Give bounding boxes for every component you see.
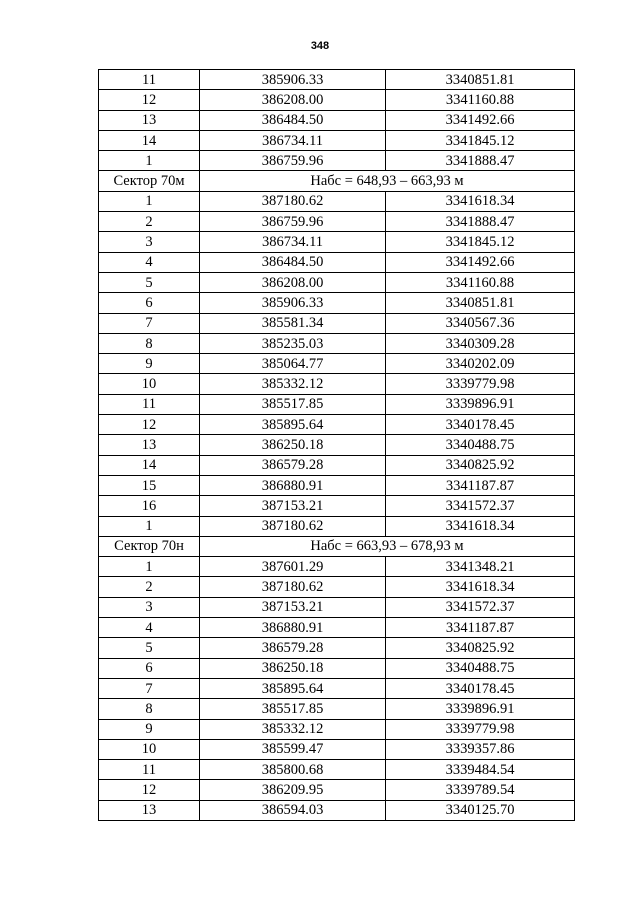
coordinate-x: 385800.68 (200, 760, 386, 780)
table-row (99, 130, 575, 150)
coordinate-x: 387180.62 (200, 577, 386, 597)
table-row (99, 739, 575, 759)
table-row (99, 475, 575, 495)
point-number: 9 (99, 354, 200, 374)
coordinate-y: 3341187.87 (386, 618, 575, 638)
table-row (99, 760, 575, 780)
coordinate-y: 3340178.45 (386, 678, 575, 698)
coordinate-x: 385517.85 (200, 699, 386, 719)
point-number: 12 (99, 415, 200, 435)
table-row (99, 252, 575, 272)
coordinate-x: 387180.62 (200, 516, 386, 536)
point-number: 7 (99, 678, 200, 698)
point-number: 9 (99, 719, 200, 739)
point-number: 3 (99, 597, 200, 617)
table-row (99, 191, 575, 211)
table-row (99, 212, 575, 232)
table-row (99, 394, 575, 414)
coordinate-y: 3341572.37 (386, 597, 575, 617)
point-number: 7 (99, 313, 200, 333)
point-number: 4 (99, 618, 200, 638)
coordinate-y: 3340567.36 (386, 313, 575, 333)
table-row (99, 577, 575, 597)
point-number: 8 (99, 333, 200, 353)
table-row (99, 354, 575, 374)
point-number: 1 (99, 191, 200, 211)
table-row (99, 435, 575, 455)
coordinate-y: 3341572.37 (386, 496, 575, 516)
coordinate-y: 3341160.88 (386, 90, 575, 110)
coordinate-y: 3339896.91 (386, 699, 575, 719)
coordinate-y: 3339779.98 (386, 374, 575, 394)
point-number: 1 (99, 516, 200, 536)
point-number: 13 (99, 435, 200, 455)
point-number: 8 (99, 699, 200, 719)
coordinate-y: 3341492.66 (386, 252, 575, 272)
coordinate-y: 3340309.28 (386, 333, 575, 353)
table-row (99, 415, 575, 435)
point-number: 2 (99, 577, 200, 597)
sector-height-range: Набс = 648,93 – 663,93 м (200, 171, 575, 191)
coordinate-y: 3339779.98 (386, 719, 575, 739)
coordinate-x: 386250.18 (200, 435, 386, 455)
point-number: 13 (99, 110, 200, 130)
point-number: 13 (99, 800, 200, 820)
point-number: 6 (99, 658, 200, 678)
point-number: 12 (99, 780, 200, 800)
coordinate-x: 386759.96 (200, 212, 386, 232)
coordinate-x: 386250.18 (200, 658, 386, 678)
coordinate-y: 3341618.34 (386, 191, 575, 211)
coordinates-table (98, 69, 575, 821)
coordinate-x: 385517.85 (200, 394, 386, 414)
coordinate-y: 3340178.45 (386, 415, 575, 435)
coordinate-x: 386209.95 (200, 780, 386, 800)
coordinate-x: 386484.50 (200, 252, 386, 272)
table-row (99, 455, 575, 475)
point-number: 4 (99, 252, 200, 272)
coordinate-x: 387180.62 (200, 191, 386, 211)
coordinate-y: 3339789.54 (386, 780, 575, 800)
point-number: 14 (99, 455, 200, 475)
point-number: 10 (99, 739, 200, 759)
point-number: 15 (99, 475, 200, 495)
point-number: 1 (99, 557, 200, 577)
coordinate-x: 385581.34 (200, 313, 386, 333)
point-number: 11 (99, 760, 200, 780)
table-row (99, 496, 575, 516)
coordinate-y: 3341618.34 (386, 516, 575, 536)
table-row (99, 333, 575, 353)
table-row (99, 110, 575, 130)
coordinate-y: 3340851.81 (386, 70, 575, 90)
coordinates-table-body (99, 70, 575, 821)
coordinate-x: 386208.00 (200, 272, 386, 292)
point-number: 2 (99, 212, 200, 232)
point-number: 3 (99, 232, 200, 252)
coordinate-y: 3341348.21 (386, 557, 575, 577)
coordinate-y: 3341618.34 (386, 577, 575, 597)
coordinate-y: 3341845.12 (386, 232, 575, 252)
coordinate-y: 3339484.54 (386, 760, 575, 780)
coordinate-x: 385235.03 (200, 333, 386, 353)
table-row (99, 293, 575, 313)
sector-label: Сектор 70м (99, 171, 200, 191)
coordinate-y: 3341888.47 (386, 151, 575, 171)
table-row (99, 374, 575, 394)
point-number: 14 (99, 130, 200, 150)
coordinate-x: 387153.21 (200, 496, 386, 516)
coordinate-y: 3340825.92 (386, 638, 575, 658)
coordinate-y: 3340488.75 (386, 435, 575, 455)
coordinate-y: 3340825.92 (386, 455, 575, 475)
point-number: 5 (99, 638, 200, 658)
page-number: 348 (310, 40, 330, 52)
point-number: 10 (99, 374, 200, 394)
coordinate-x: 386880.91 (200, 618, 386, 638)
sector-header-row (99, 536, 575, 556)
coordinate-y: 3341160.88 (386, 272, 575, 292)
coordinate-x: 385064.77 (200, 354, 386, 374)
coordinate-y: 3341187.87 (386, 475, 575, 495)
coordinate-x: 387153.21 (200, 597, 386, 617)
point-number: 16 (99, 496, 200, 516)
sector-label: Сектор 70н (99, 536, 200, 556)
coordinate-y: 3340851.81 (386, 293, 575, 313)
coordinate-x: 386734.11 (200, 130, 386, 150)
coordinate-x: 386484.50 (200, 110, 386, 130)
coordinate-x: 385599.47 (200, 739, 386, 759)
table-row (99, 70, 575, 90)
table-row (99, 618, 575, 638)
coordinate-y: 3341845.12 (386, 130, 575, 150)
sector-header-row (99, 171, 575, 191)
table-row (99, 658, 575, 678)
coordinate-x: 385906.33 (200, 293, 386, 313)
coordinate-y: 3340125.70 (386, 800, 575, 820)
table-row (99, 780, 575, 800)
coordinate-x: 387601.29 (200, 557, 386, 577)
point-number: 1 (99, 151, 200, 171)
coordinate-x: 386594.03 (200, 800, 386, 820)
point-number: 12 (99, 90, 200, 110)
coordinate-y: 3341888.47 (386, 212, 575, 232)
point-number: 11 (99, 394, 200, 414)
sector-height-range: Набс = 663,93 – 678,93 м (200, 536, 575, 556)
table-row (99, 272, 575, 292)
table-row (99, 699, 575, 719)
coordinate-x: 386880.91 (200, 475, 386, 495)
table-row (99, 800, 575, 820)
table-row (99, 638, 575, 658)
table-row (99, 516, 575, 536)
coordinate-x: 385895.64 (200, 678, 386, 698)
coordinate-y: 3339896.91 (386, 394, 575, 414)
point-number: 6 (99, 293, 200, 313)
coordinate-x: 385332.12 (200, 374, 386, 394)
coordinate-y: 3340488.75 (386, 658, 575, 678)
table-row (99, 557, 575, 577)
coordinate-y: 3340202.09 (386, 354, 575, 374)
coordinate-x: 386579.28 (200, 455, 386, 475)
coordinate-x: 385895.64 (200, 415, 386, 435)
table-row (99, 90, 575, 110)
coordinate-x: 386579.28 (200, 638, 386, 658)
table-row (99, 597, 575, 617)
coordinate-x: 386208.00 (200, 90, 386, 110)
coordinate-y: 3339357.86 (386, 739, 575, 759)
table-row (99, 313, 575, 333)
table-row (99, 678, 575, 698)
coordinate-x: 386734.11 (200, 232, 386, 252)
coordinate-y: 3341492.66 (386, 110, 575, 130)
point-number: 11 (99, 70, 200, 90)
coordinate-x: 385332.12 (200, 719, 386, 739)
point-number: 5 (99, 272, 200, 292)
coordinate-x: 386759.96 (200, 151, 386, 171)
coordinate-x: 385906.33 (200, 70, 386, 90)
table-row (99, 232, 575, 252)
table-row (99, 719, 575, 739)
table-row (99, 151, 575, 171)
